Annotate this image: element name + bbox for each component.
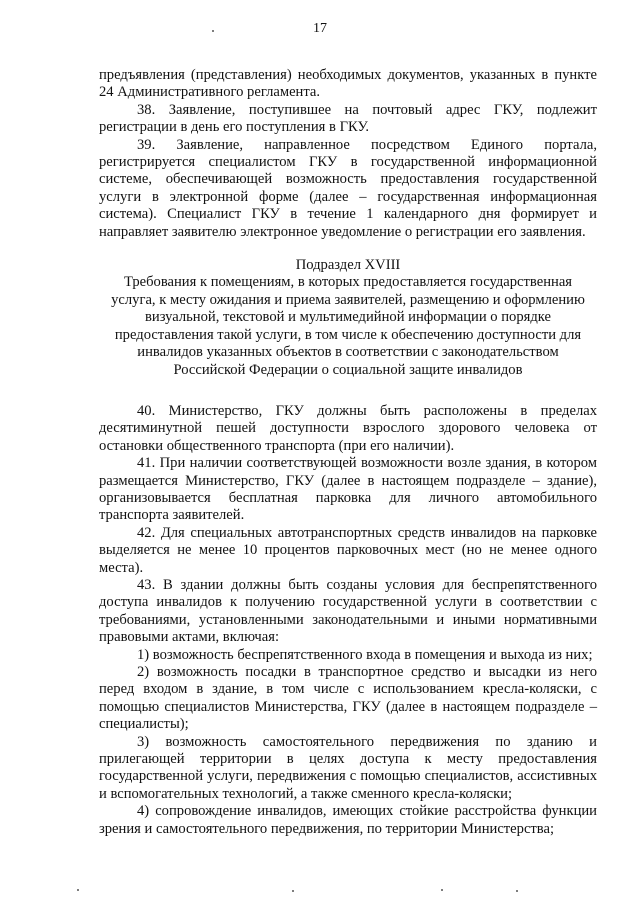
list-item-4: 4) сопровождение инвалидов, имеющих стойкие расстройства функции зрения и самостоятельного передвижения, по территории Министерства; xyxy=(99,803,597,837)
scan-speck xyxy=(77,889,79,891)
list-item-2: 2) возможность посадки в транспортное средство и высадки из него перед входом в здание, в том числе с использованием кресла-коляски, с помощью специалистов Министерства, ГКУ (далее в настоящем подразделе – специалисты); xyxy=(99,664,597,733)
paragraph-41: 41. При наличии соответствующей возможности возле здания, в котором размещается Министерство, ГКУ (далее в настоящем подразделе – здание), организовывается бесплатная парковка для личного автомобильного транспорта заявителей. xyxy=(99,455,597,524)
scan-speck xyxy=(516,890,518,892)
section-heading xyxy=(99,257,597,379)
paragraph-38: 38. Заявление, поступившее на почтовый адрес ГКУ, подлежит регистрации в день его поступления в ГКУ. xyxy=(99,101,597,136)
list-item-1: 1) возможность беспрепятственного входа в помещения и выхода из них; xyxy=(137,646,593,663)
section-title-line: инвалидов указанных объектов в соответствии с законодательством xyxy=(137,344,559,361)
subsection-label: Подраздел XVIII xyxy=(295,257,401,274)
list-item-3: 3) возможность самостоятельного передвижения по зданию и прилегающей территории в целях доступа к месту предоставления государственной услуги, передвижения с помощью специалистов, ассистивных и вспомогательных технологий, а также сменного кресла-коляски; xyxy=(99,733,597,802)
paragraph-40: 40. Министерство, ГКУ должны быть расположены в пределах десятиминутной пешей доступности взрослого здорового человека от остановки общественного транспорта (при его наличии). xyxy=(99,402,597,454)
scan-speck xyxy=(441,889,443,891)
paragraph-39: 39. Заявление, направленное посредством Единого портала, регистрируется специалистом ГКУ в государственной информационной системе, обеспечивающей возможность предоставления государственной услуги в электронной форме (далее – государственная информационная система). Специалист ГКУ в течение 1 календарного дня формирует и направляет заявителю электронное уведомление о регистрации его заявления. xyxy=(99,136,597,240)
section-title-line: Российской Федерации о социальной защите инвалидов xyxy=(173,361,523,378)
section-title-line: Требования к помещениям, в которых предоставляется государственная xyxy=(123,274,573,291)
page-number: 17 xyxy=(313,21,327,36)
paragraph-43: 43. В здании должны быть созданы условия для беспрепятственного доступа инвалидов к получению государственной услуги в соответствии с требованиями, установленными законодательными и иными нормативными правовыми актами, включая: xyxy=(99,576,597,646)
paragraph-continuation: предъявления (представления) необходимых документов, указанных в пункте 24 Административного регламента. xyxy=(99,67,597,101)
section-title-line: предоставления такой услуги, в том числе к обеспечению доступности для xyxy=(114,326,582,343)
scan-speck xyxy=(212,30,214,32)
document-body xyxy=(99,67,597,838)
paragraph-42: 42. Для специальных автотранспортных средств инвалидов на парковке выделяется не менее 10 процентов парковочных мест (но не менее одного места). xyxy=(99,524,597,576)
section-title-line: услуга, к месту ожидания и приема заявителей, размещению и оформлению xyxy=(111,291,585,308)
section-title-line: визуальной, текстовой и мультимедийной информации о порядке xyxy=(145,309,551,326)
scan-speck xyxy=(292,890,294,892)
